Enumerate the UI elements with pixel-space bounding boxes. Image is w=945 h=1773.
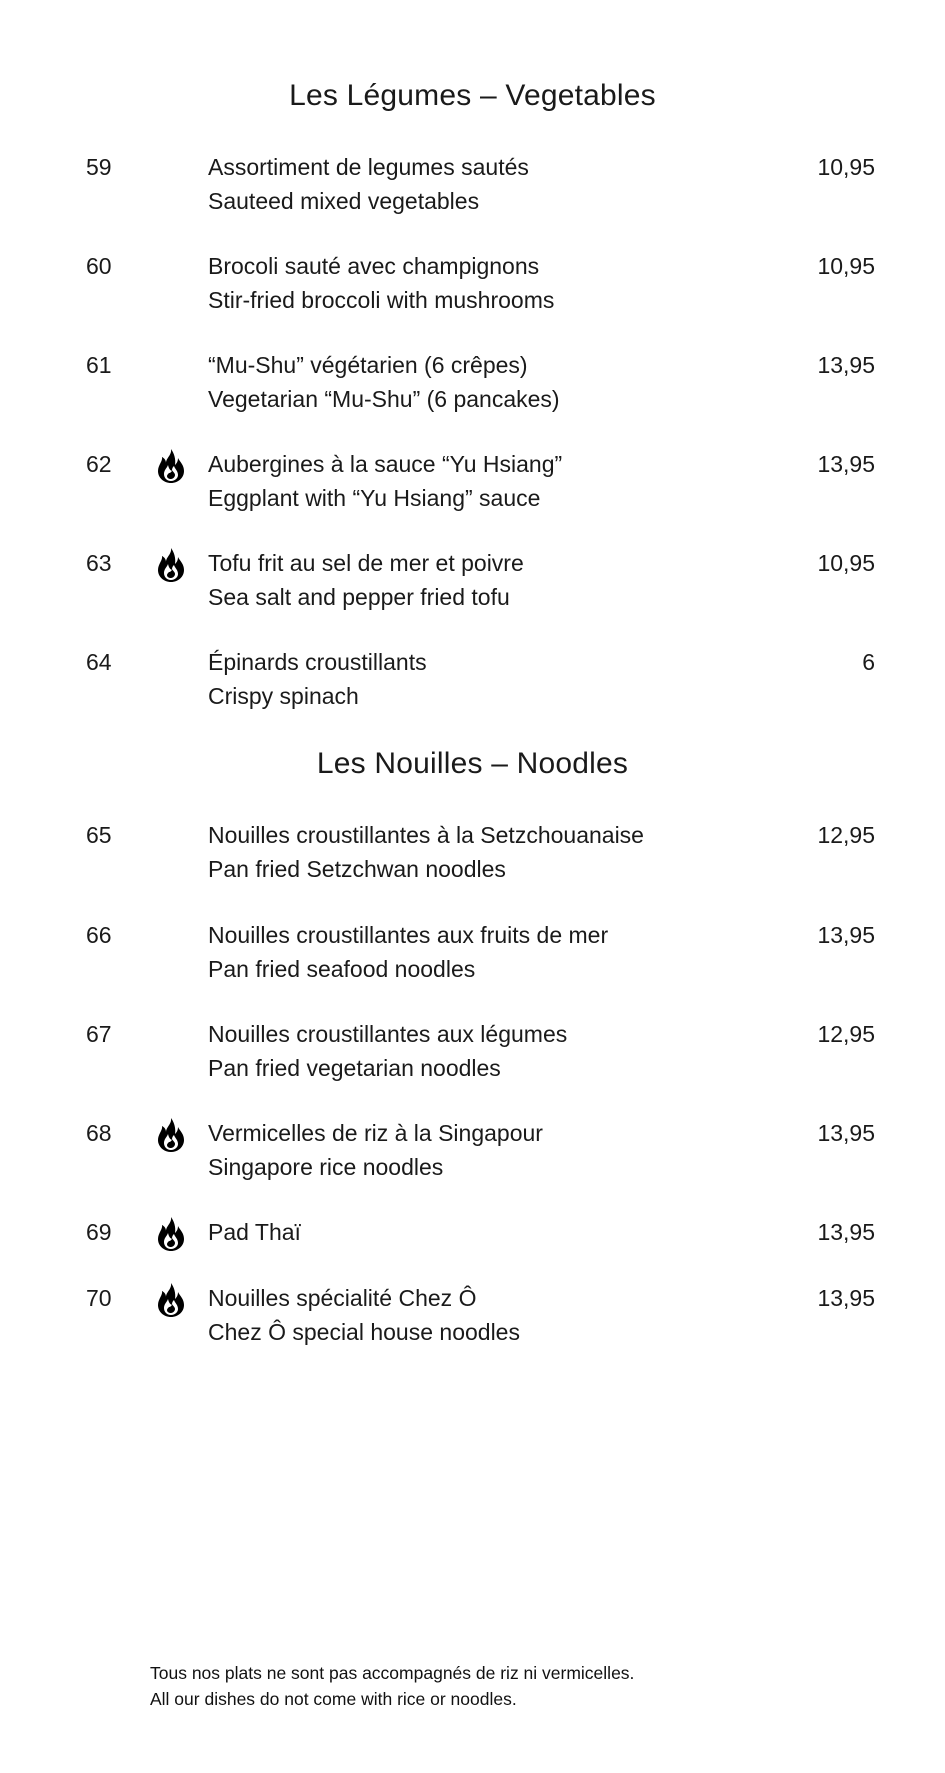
item-number: 68	[86, 1120, 112, 1146]
menu-item-64	[0, 645, 945, 715]
footnote-fr: Tous nos plats ne sont pas accompagnés de riz ni vermicelles.	[150, 1663, 635, 1683]
item-name-fr: Nouilles croustillantes aux fruits de mer	[208, 922, 609, 948]
footnote-en: All our dishes do not come with rice or noodles.	[150, 1689, 517, 1709]
item-number: 62	[86, 451, 112, 477]
item-number: 65	[86, 822, 112, 848]
menu-item-60	[0, 249, 945, 319]
item-number: 63	[86, 550, 112, 576]
item-name-en: Vegetarian “Mu-Shu” (6 pancakes)	[208, 386, 560, 412]
item-price: 13,95	[817, 451, 875, 477]
footnote	[150, 1660, 634, 1712]
item-number: 60	[86, 253, 112, 279]
item-name-en: Singapore rice noodles	[208, 1154, 444, 1180]
item-name-fr: Nouilles croustillantes aux légumes	[208, 1021, 568, 1047]
item-name-en: Pan fried seafood noodles	[208, 956, 476, 982]
item-number: 59	[86, 154, 112, 180]
flame-icon	[155, 448, 187, 484]
flame-icon	[155, 547, 187, 583]
item-price: 13,95	[817, 1120, 875, 1146]
item-name-fr: Nouilles croustillantes à la Setzchouanaise	[208, 822, 644, 848]
item-name-en: Stir-fried broccoli with mushrooms	[208, 287, 555, 313]
item-price: 12,95	[817, 822, 875, 848]
menu-item-61	[0, 348, 945, 418]
item-name-fr: Nouilles spécialité Chez Ô	[208, 1285, 477, 1311]
item-name-en: Pan fried vegetarian noodles	[208, 1055, 501, 1081]
item-number: 70	[86, 1285, 112, 1311]
item-name-fr: Vermicelles de riz à la Singapour	[208, 1120, 543, 1146]
item-price: 13,95	[817, 1285, 875, 1311]
item-price: 13,95	[817, 352, 875, 378]
item-price: 6	[862, 649, 875, 675]
item-price: 13,95	[817, 1219, 875, 1245]
item-price: 12,95	[817, 1021, 875, 1047]
section-title-vegetables: Les Légumes – Vegetables	[289, 79, 656, 112]
item-number: 61	[86, 352, 112, 378]
item-name-en: Sea salt and pepper fried tofu	[208, 584, 510, 610]
item-name-en: Sauteed mixed vegetables	[208, 188, 480, 214]
item-name-fr: Brocoli sauté avec champignons	[208, 253, 540, 279]
item-price: 10,95	[817, 253, 875, 279]
menu-item-69	[0, 1215, 945, 1285]
item-name-en: Pan fried Setzchwan noodles	[208, 856, 506, 882]
item-name-en: Eggplant with “Yu Hsiang” sauce	[208, 485, 541, 511]
menu-item-59	[0, 150, 945, 220]
item-number: 69	[86, 1219, 112, 1245]
menu-item-70	[0, 1281, 945, 1351]
item-number: 67	[86, 1021, 112, 1047]
item-name-fr: Aubergines à la sauce “Yu Hsiang”	[208, 451, 563, 477]
menu-item-62	[0, 447, 945, 517]
flame-icon	[155, 1117, 187, 1153]
item-name-fr: Pad Thaï	[208, 1219, 301, 1245]
menu-item-68	[0, 1116, 945, 1186]
item-name-fr: Épinards croustillants	[208, 649, 427, 675]
menu-item-67	[0, 1017, 945, 1087]
item-name-en: Chez Ô special house noodles	[208, 1319, 520, 1345]
item-name-fr: Tofu frit au sel de mer et poivre	[208, 550, 524, 576]
menu-item-66	[0, 918, 945, 988]
menu-item-65	[0, 818, 945, 888]
section-title-noodles: Les Nouilles – Noodles	[316, 747, 629, 780]
menu-item-63	[0, 546, 945, 616]
item-number: 64	[86, 649, 112, 675]
item-number: 66	[86, 922, 112, 948]
item-price: 10,95	[817, 550, 875, 576]
item-name-fr: Assortiment de legumes sautés	[208, 154, 529, 180]
flame-icon	[155, 1216, 187, 1252]
item-price: 13,95	[817, 922, 875, 948]
flame-icon	[155, 1282, 187, 1318]
item-price: 10,95	[817, 154, 875, 180]
item-name-fr: “Mu-Shu” végétarien (6 crêpes)	[208, 352, 528, 378]
item-name-en: Crispy spinach	[208, 683, 359, 709]
